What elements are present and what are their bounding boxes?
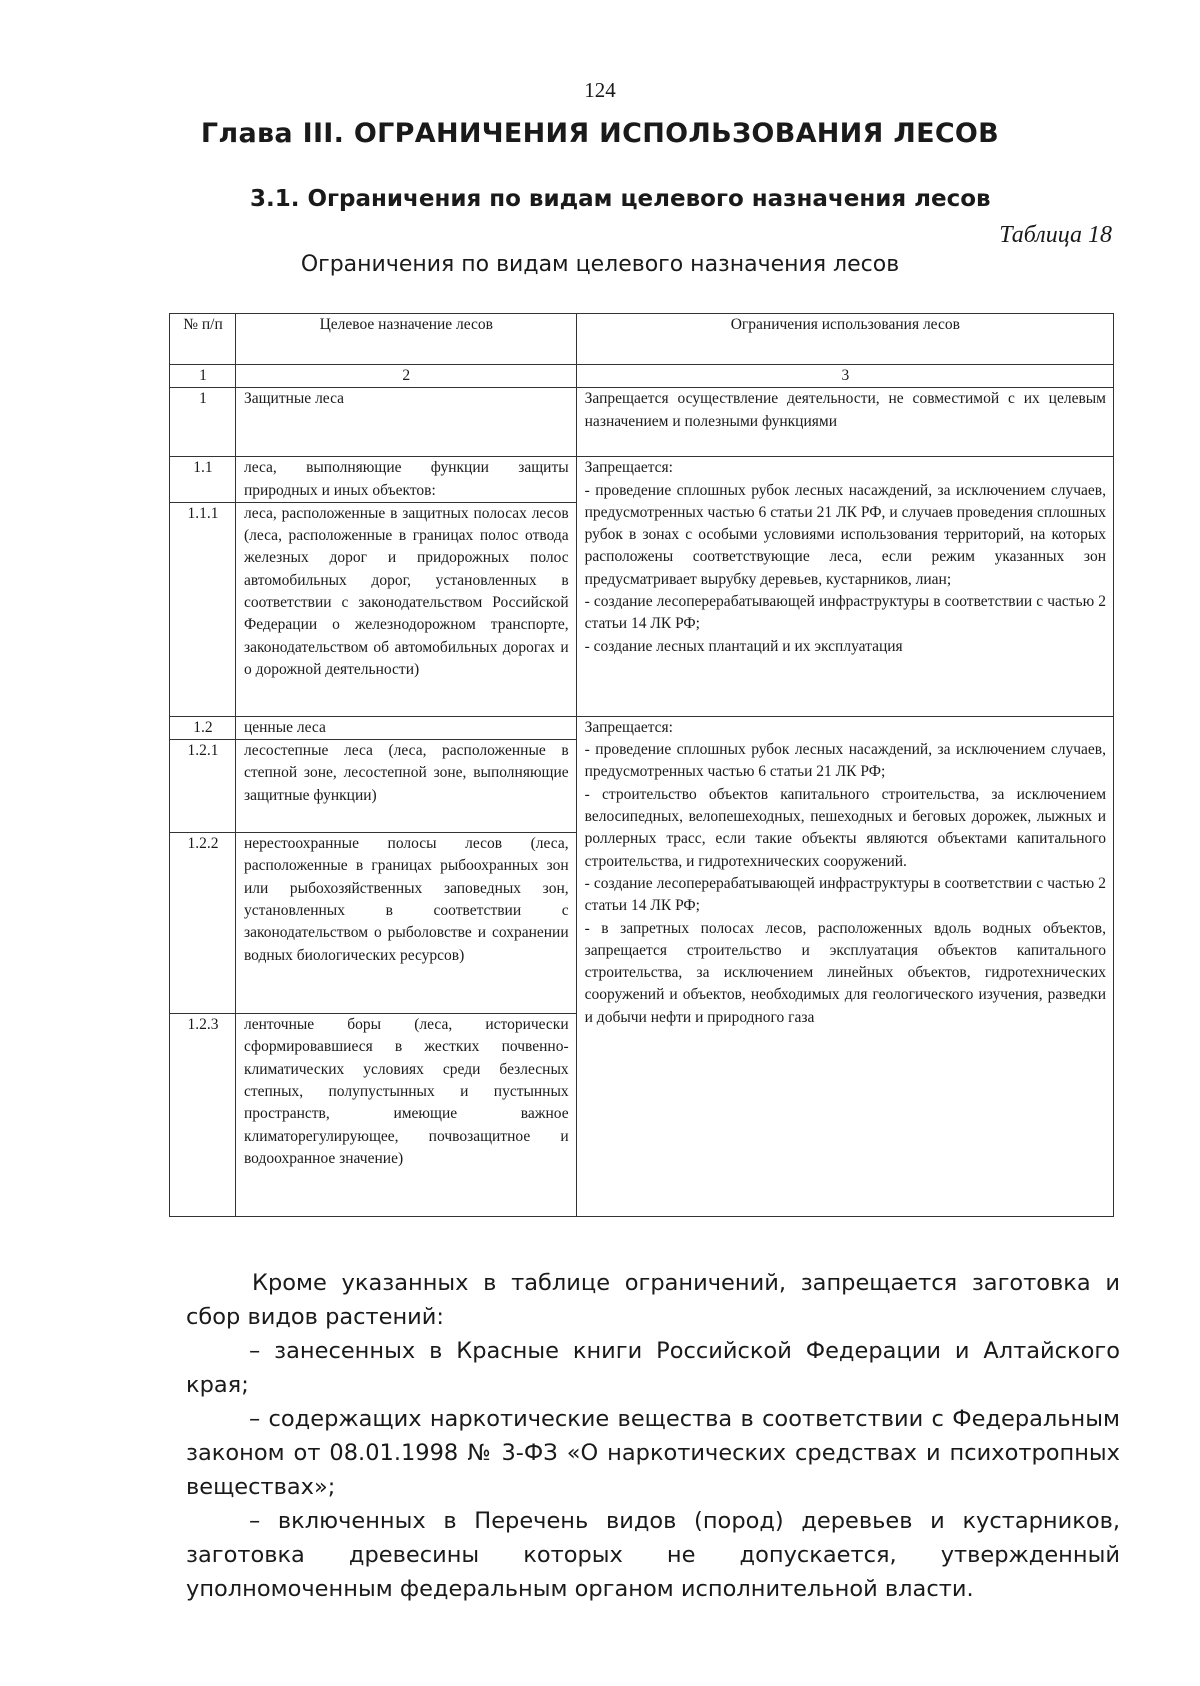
restriction-item: - в запретных полосах лесов, расположенных вдоль водных объектов, запрещается строительство и эксплуатация объектов капитального строительства, за исключением линейных объектов, гидротехнических сооружений и объектов, необходимых для геологического изучения, разведки и добычи нефти и природного газа <box>584 919 1106 1026</box>
restriction-group-2 <box>576 716 1113 1216</box>
restriction-group-1 <box>576 457 1113 717</box>
table-row <box>170 388 1114 457</box>
restriction-item: - создание лесоперерабатывающей инфраструктуры в соответствии с частью 2 статьи 14 ЛК РФ; <box>584 593 1106 633</box>
restriction-item: - строительство объектов капитального строительства, за исключением велосипедных, велопешеходных, пешеходных и беговых дорожек, лыжных и роллерных трасс, если такие объекты являются объектами капитального строительства, и гидротехнических сооружений. <box>584 785 1106 870</box>
row-num: 1.1.1 <box>170 502 236 716</box>
header-restrictions: Ограничения использования лесов <box>576 314 1113 365</box>
row-purpose: леса, расположенные в защитных полосах лесов (леса, расположенные в границах полос отвода железных дорог и придорожных полос автомобильных дорог, установленных в соответствии с законодательством Российской Федерации о железнодорожном транспорте, законодательством об автомобильных дорогах и о дорожной деятельности) <box>235 502 576 716</box>
row-purpose: лесостепные леса (леса, расположенные в степной зоне, лесостепной зоне, выполняющие защитные функции) <box>235 740 576 833</box>
restriction-lead: Запрещается: <box>584 718 673 736</box>
header-num: № п/п <box>170 314 236 365</box>
restriction-lead: Запрещается: <box>584 459 673 477</box>
row-purpose: нерестоохранные полосы лесов (леса, расположенные в границах рыбоохранных зон или рыбохозяйственных заповедных зон, установленных в соответствии с законодательством о рыболовстве и сохранении водных биологических ресурсов) <box>235 833 576 1014</box>
row-num: 1.2.2 <box>170 833 236 1014</box>
page-number: 124 <box>584 78 616 102</box>
body-intro: Кроме указанных в таблице ограничений, запрещается заготовка и сбор видов растений: <box>186 1270 1120 1330</box>
chapter-title: Глава III. ОГРАНИЧЕНИЯ ИСПОЛЬЗОВАНИЯ ЛЕСОВ <box>200 118 1000 149</box>
row-restriction: Запрещается осуществление деятельности, не совместимой с их целевым назначением и полезными функциями <box>576 388 1113 457</box>
row-purpose: ценные леса <box>235 716 576 739</box>
restriction-item: - создание лесных плантаций и их эксплуатация <box>584 637 903 655</box>
row-purpose: леса, выполняющие функции защиты природных и иных объектов: <box>235 457 576 503</box>
table-header-row <box>170 314 1114 365</box>
body-text <box>186 1266 1120 1606</box>
table-label: Таблица 18 <box>999 222 1112 248</box>
body-item: – содержащих наркотические вещества в соответствии с Федеральным законом от 08.01.1998 № 3-ФЗ «О наркотических средствах и психотропных веществах»; <box>186 1406 1120 1500</box>
column-number: 2 <box>235 365 576 388</box>
row-purpose: ленточные боры (леса, исторически сформировавшиеся в жестких почвенно-климатических условиях среди безлесных степных, полупустынных и пустынных пространств, имеющие важное климаторегулирующее, почвозащитное и водоохранное значение) <box>235 1014 576 1217</box>
column-number: 1 <box>170 365 236 388</box>
row-num: 1.2 <box>170 716 236 739</box>
row-num: 1.1 <box>170 457 236 503</box>
section-title: 3.1. Ограничения по видам целевого назначения лесов <box>250 186 991 212</box>
table-row <box>170 457 1114 503</box>
column-number: 3 <box>576 365 1113 388</box>
column-number-row <box>170 365 1114 388</box>
row-num: 1.2.3 <box>170 1014 236 1217</box>
restrictions-table <box>169 313 1114 1217</box>
row-num: 1.2.1 <box>170 740 236 833</box>
restriction-item: - создание лесоперерабатывающей инфраструктуры в соответствии с частью 2 статьи 14 ЛК РФ; <box>584 874 1106 915</box>
body-item: – занесенных в Красные книги Российской Федерации и Алтайского края; <box>186 1338 1120 1398</box>
row-purpose: Защитные леса <box>235 388 576 457</box>
restriction-item: - проведение сплошных рубок лесных насаждений, за исключением случаев, предусмотренных частью 6 статьи 21 ЛК РФ; <box>584 741 1106 781</box>
table-caption: Ограничения по видам целевого назначения лесов <box>300 252 900 277</box>
restriction-item: - проведение сплошных рубок лесных насаждений, за исключением случаев, предусмотренных частью 6 статьи 21 ЛК РФ, и случаев проведения сплошных рубок в зонах с особыми условиями использования территорий, на которых расположены соответствующие леса, если режим указанных зон предусматривает вырубку деревьев, кустарников, лиан; <box>584 481 1106 588</box>
body-item: – включенных в Перечень видов (пород) деревьев и кустарников, заготовка древесины которых не допускается, утвержденный уполномоченным федеральным органом исполнительной власти. <box>186 1508 1120 1602</box>
row-num: 1 <box>170 388 236 457</box>
table-row <box>170 716 1114 739</box>
header-purpose: Целевое назначение лесов <box>235 314 576 365</box>
